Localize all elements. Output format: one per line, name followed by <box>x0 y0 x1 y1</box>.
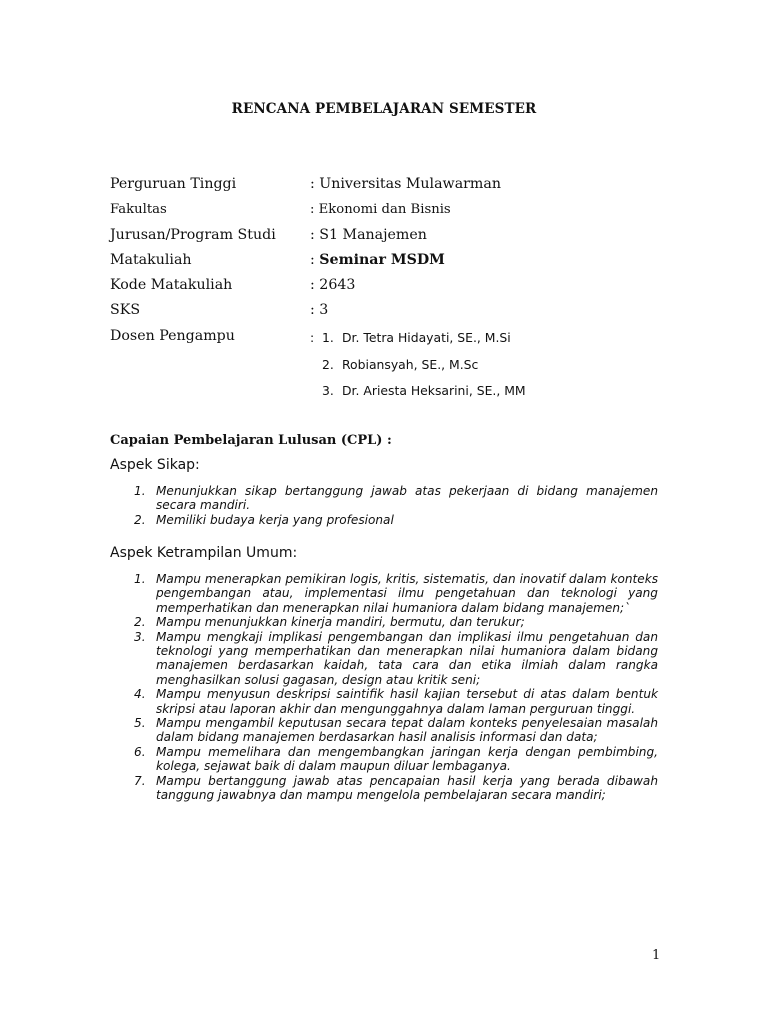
list-number: 1. <box>134 484 146 498</box>
list-item <box>110 572 658 615</box>
lecturer-name: Dr. Ariesta Heksarini, SE., MM <box>342 383 526 398</box>
info-row-sks <box>110 298 670 323</box>
list-text: Mampu memelihara dan mengembangkan jaringan kerja dengan pembimbing, kolega, sejawat baik di dalam maupun diluar lembaganya. <box>156 744 658 774</box>
info-row-matakuliah <box>110 248 670 273</box>
info-value: : Ekonomi dan Bisnis <box>310 202 451 218</box>
aspek-ketrampilan-heading: Aspek Ketrampilan Umum: <box>110 545 298 561</box>
info-row-jurusan <box>110 223 670 248</box>
info-colon: : <box>310 251 320 268</box>
list-item <box>110 716 658 745</box>
lecturer-name: Dr. Tetra Hidayati, SE., M.Si <box>342 330 511 345</box>
lecturer-number: 3. <box>322 383 334 398</box>
aspek-sikap-heading: Aspek Sikap: <box>110 457 200 473</box>
lecturer-number: 1. <box>322 330 334 345</box>
cpl-heading: Capaian Pembelajaran Lulusan (CPL) : <box>110 433 392 448</box>
lecturer-number: 2. <box>322 356 334 372</box>
list-text: Memiliki budaya kerja yang profesional <box>156 512 394 527</box>
list-text: Mampu menyusun deskripsi saintifik hasil kajian tersebut di atas dalam bentuk skripsi atau laporan akhir dan mengunggahnya dalam laman perguruan tinggi. <box>156 687 658 716</box>
info-value: : S1 Manajemen <box>310 226 427 243</box>
info-label: Matakuliah <box>110 251 192 268</box>
list-number: 5. <box>134 716 146 731</box>
list-text: Mampu mengkaji implikasi pengembangan dan implikasi ilmu pengetahuan dan teknologi yang memperhatikan dan menerapkan nilai humaniora dalam bidang manajemen berdasarkan kaidah, tata cara dan etika ilmiah dalam rangka menghasilkan solusi gagasan, design atau kritik seni; <box>156 629 658 687</box>
page-number: 1 <box>652 948 661 963</box>
list-number: 4. <box>134 687 146 702</box>
list-number: 2. <box>134 615 146 630</box>
lecturer-item <box>310 352 526 379</box>
list-text: Menunjukkan sikap bertanggung jawab atas pekerjaan di bidang manajemen secara mandiri. <box>156 484 658 513</box>
info-label: Dosen Pengampu <box>110 327 235 344</box>
list-text: Mampu menerapkan pemikiran logis, kritis, sistematis, dan inovatif dalam konteks pengembangan atau, implementasi ilmu pengetahuan dan teknologi yang memperhatikan dan menerapkan nilai humaniora dalam bidang manajemen;` <box>156 572 658 615</box>
info-value: : 3 <box>310 302 329 319</box>
list-item <box>110 615 658 629</box>
info-row-fakultas <box>110 197 670 222</box>
info-label: Fakultas <box>110 202 167 218</box>
list-text: Mampu menunjukkan kinerja mandiri, bermutu, dan terukur; <box>156 615 525 630</box>
aspek-ketrampilan-list <box>110 572 658 803</box>
list-item <box>110 630 658 688</box>
list-number: 3. <box>134 629 146 644</box>
lecturer-item <box>310 325 526 352</box>
lecturer-list <box>310 325 526 405</box>
info-row-kode <box>110 273 670 298</box>
info-row-perguruan <box>110 172 670 197</box>
info-label: Kode Matakuliah <box>110 277 233 294</box>
list-item <box>110 687 658 716</box>
list-item <box>110 484 658 513</box>
list-item <box>110 774 658 803</box>
aspek-sikap-list <box>110 484 658 527</box>
lecturer-colon: : <box>310 330 315 345</box>
lecturer-item <box>310 378 526 405</box>
list-number: 7. <box>134 773 146 788</box>
info-label: Perguruan Tinggi <box>110 176 237 192</box>
course-name: Seminar MSDM <box>319 251 445 268</box>
list-text: Mampu bertanggung jawab atas pencapaian hasil kerja yang berada dibawah tanggung jawabnya dan mampu mengelola pembelajaran secara mandiri; <box>156 773 658 803</box>
list-item <box>110 745 658 774</box>
info-value <box>310 248 445 273</box>
lecturer-name: Robiansyah, SE., M.Sc <box>342 356 479 372</box>
list-text: Mampu mengambil keputusan secara tepat dalam konteks penyelesaian masalah dalam bidang manajemen berdasarkan hasil analisis informasi dan data; <box>156 716 658 745</box>
info-label: Jurusan/Program Studi <box>110 226 276 243</box>
info-value: : 2643 <box>310 277 356 294</box>
info-value: : Universitas Mulawarman <box>310 176 501 192</box>
list-number: 2. <box>134 512 146 527</box>
course-info-table <box>110 172 670 349</box>
info-label: SKS <box>110 302 141 319</box>
document-title: RENCANA PEMBELAJARAN SEMESTER <box>231 101 537 117</box>
list-item <box>110 513 658 527</box>
list-number: 1. <box>134 572 146 586</box>
list-number: 6. <box>134 744 146 759</box>
